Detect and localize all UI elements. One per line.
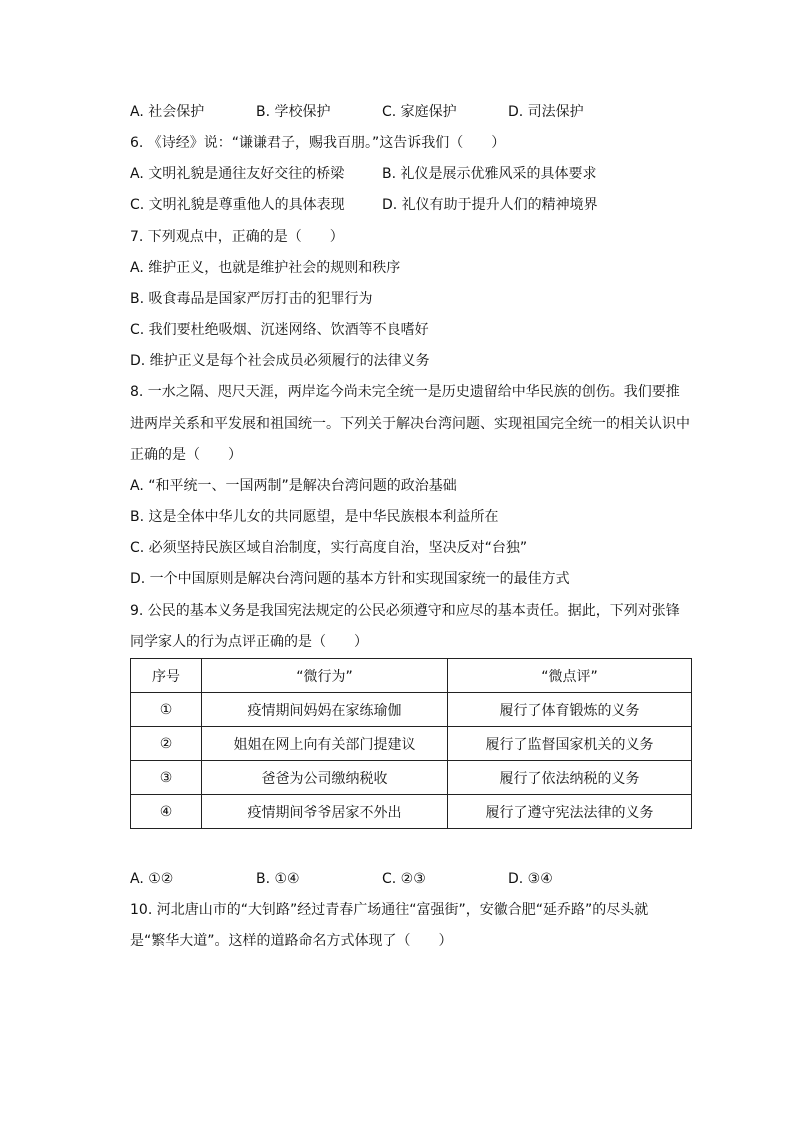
q10-stem-line1: 10. 河北唐山市的“大钊路”经过青春广场通往“富强街”，安徽合肥“延乔路”的尽头就 <box>130 902 649 918</box>
q9-cell-comment: 履行了遵守宪法法律的义务 <box>448 795 692 829</box>
q8-stem-line3: 正确的是（ ） <box>130 447 242 463</box>
q9-header-number: 序号 <box>131 659 202 693</box>
table-row <box>131 727 692 761</box>
q7-stem: 7. 下列观点中，正确的是（ ） <box>130 229 344 245</box>
q5-option-a: A. 社会保护 <box>130 104 205 120</box>
q9-options <box>130 869 694 889</box>
q9-cell-comment: 履行了体育锻炼的义务 <box>448 693 692 727</box>
q9-stem-line1: 9. 公民的基本义务是我国宪法规定的公民必须遵守和应尽的基本责任。据此，下列对张锋 <box>130 603 680 619</box>
q9-option-c: C. ②③ <box>382 871 426 887</box>
q8-stem-line2: 进两岸关系和平发展和祖国统一。下列关于解决台湾问题、实现祖国完全统一的相关认识中 <box>130 416 690 432</box>
q6-option-a: A. 文明礼貌是通往友好交往的桥梁 <box>130 166 345 182</box>
q6-options-row1 <box>130 164 694 184</box>
q8-stem-line1: 8. 一水之隔、咫尺天涯，两岸迄今尚未完全统一是历史遗留给中华民族的创伤。我们要推 <box>130 384 680 400</box>
q9-header-comment: “微点评” <box>448 659 692 693</box>
q7-option-a: A. 维护正义，也就是维护社会的规则和秩序 <box>130 260 401 276</box>
q8-option-b: B. 这是全体中华儿女的共同愿望，是中华民族根本利益所在 <box>130 509 499 525</box>
q9-cell-number: ③ <box>131 761 202 795</box>
q9-cell-behavior: 姐姐在网上向有关部门提建议 <box>202 727 448 761</box>
q9-cell-comment: 履行了依法纳税的义务 <box>448 761 692 795</box>
q9-option-a: A. ①② <box>130 871 174 887</box>
q9-stem-line2: 同学家人的行为点评正确的是（ ） <box>130 634 368 650</box>
q9-cell-behavior: 爸爸为公司缴纳税收 <box>202 761 448 795</box>
q6-option-c: C. 文明礼貌是尊重他人的具体表现 <box>130 197 345 213</box>
q9-cell-number: ④ <box>131 795 202 829</box>
table-row <box>131 693 692 727</box>
q8-option-c: C. 必须坚持民族区域自治制度，实行高度自治，坚决反对“台独” <box>130 540 528 556</box>
q9-option-b: B. ①④ <box>256 871 300 887</box>
q9-option-d: D. ③④ <box>508 871 553 887</box>
q9-cell-behavior: 疫情期间爷爷居家不外出 <box>202 795 448 829</box>
q6-options-row2 <box>130 195 694 215</box>
q7-option-b: B. 吸食毒品是国家严厉打击的犯罪行为 <box>130 291 373 307</box>
q9-table <box>130 658 692 829</box>
q8-option-d: D. 一个中国原则是解决台湾问题的基本方针和实现国家统一的最佳方式 <box>130 571 570 587</box>
q9-cell-behavior: 疫情期间妈妈在家练瑜伽 <box>202 693 448 727</box>
q10-stem-line2: 是“繁华大道”。这样的道路命名方式体现了（ ） <box>130 933 453 949</box>
q6-stem: 6. 《诗经》说：“谦谦君子，赐我百朋。”这告诉我们（ ） <box>130 135 506 151</box>
q9-table-header-row <box>131 659 692 693</box>
q5-options <box>130 102 694 122</box>
q9-header-behavior: “微行为” <box>202 659 448 693</box>
q6-option-b: B. 礼仪是展示优雅风采的具体要求 <box>382 166 597 182</box>
q7-option-c: C. 我们要杜绝吸烟、沉迷网络、饮酒等不良嗜好 <box>130 322 429 338</box>
q9-cell-number: ① <box>131 693 202 727</box>
table-row <box>131 795 692 829</box>
q8-option-a: A. “和平统一、一国两制”是解决台湾问题的政治基础 <box>130 478 457 494</box>
q5-option-d: D. 司法保护 <box>508 104 584 120</box>
q5-option-c: C. 家庭保护 <box>382 104 457 120</box>
q6-option-d: D. 礼仪有助于提升人们的精神境界 <box>382 197 598 213</box>
q5-option-b: B. 学校保护 <box>256 104 331 120</box>
q9-cell-number: ② <box>131 727 202 761</box>
table-row <box>131 761 692 795</box>
q9-cell-comment: 履行了监督国家机关的义务 <box>448 727 692 761</box>
q7-option-d: D. 维护正义是每个社会成员必须履行的法律义务 <box>130 353 430 369</box>
